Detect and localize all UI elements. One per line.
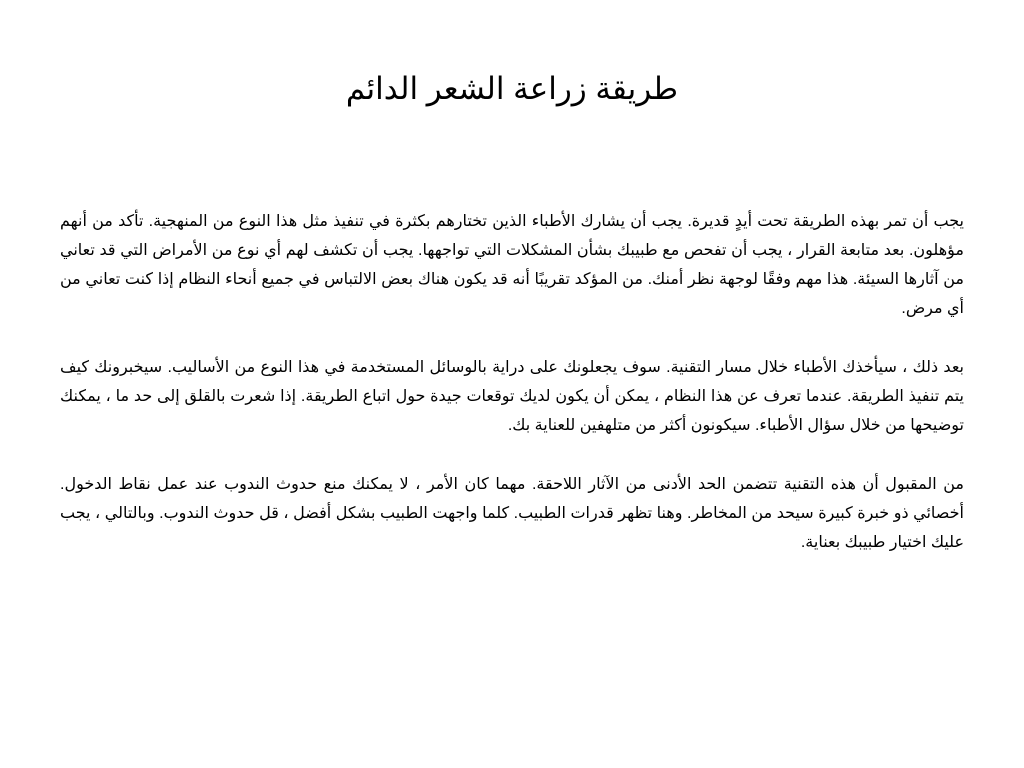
body-paragraph-1: يجب أن تمر بهذه الطريقة تحت أيدٍ قديرة. يجب أن يشارك الأطباء الذين تختارهم بكثرة في تنفيذ مثل هذا النوع من المنهجية. تأكد من أنهم مؤهلون. بعد متابعة القرار ، يجب أن تفحص مع طبيبك بشأن المشكلات التي تواجهها. يجب أن تكشف لهم أي نوع من الأمراض التي قد تعاني من آثارها السيئة. هذا مهم وفقًا لوجهة نظر أمنك. من المؤكد تقريبًا أنه قد يكون هناك بعض الالتباس في جميع أنحاء النظام إذا كنت تعاني من أي مرض. bbox=[60, 213, 964, 317]
body-paragraph-2: بعد ذلك ، سيأخذك الأطباء خلال مسار التقنية. سوف يجعلونك على دراية بالوسائل المستخدمة في هذا النوع من الأساليب. سيخبرونك كيف يتم تنفيذ الطريقة. عندما تعرف عن هذا النظام ، يمكن أن يكون لديك توقعات جيدة حول اتباع الطريقة. إذا شعرت بالقلق إلى حد ما ، يمكنك توضيحها من خلال سؤال الأطباء. سيكونون أكثر من متلهفين للعناية بك. bbox=[60, 359, 965, 434]
body-paragraph-3: من المقبول أن هذه التقنية تتضمن الحد الأدنى من الآثار اللاحقة. مهما كان الأمر ، لا يمكنك منع حدوث الندوب عند عمل نقاط الدخول. أخصائي ذو خبرة كبيرة سيحد من المخاطر. وهنا تظهر قدرات الطبيب. كلما واجهت الطبيب بشكل أفضل ، قل حدوث الندوب. وبالتالي ، يجب عليك اختيار طبيبك بعناية. bbox=[60, 476, 965, 551]
slide-title: طريقة زراعة الشعر الدائم bbox=[345, 71, 679, 106]
slide-body bbox=[60, 207, 964, 587]
